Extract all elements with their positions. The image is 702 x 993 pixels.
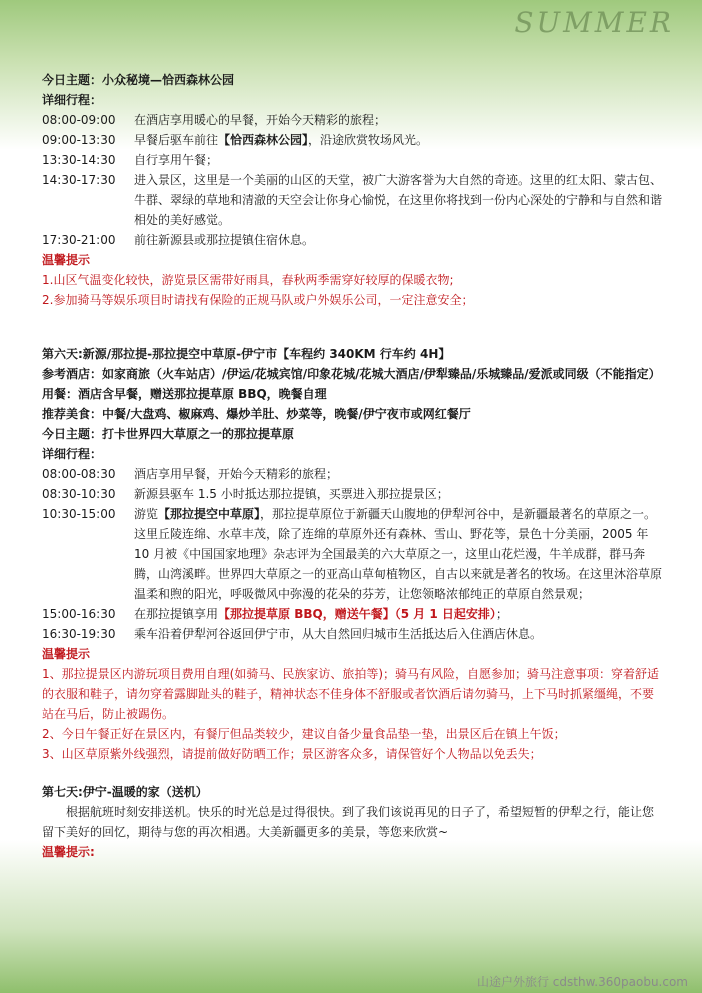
schedule-row [42,230,664,250]
schedule-text-part: ； [495,607,508,621]
schedule-row [42,130,664,150]
spacer [42,310,664,344]
day7-text: 根据航班时刻安排送机。快乐的时光总是过得很快。到了我们该说再见的日子了，希望短暂的伊犁之行，能让您留下美好的回忆，期待与您的再次相遇。大美新疆更多的美景，等您来欣赏~ [42,805,655,839]
schedule-text [134,504,664,604]
schedule-time: 08:30-10:30 [42,487,116,501]
day5-detail-label: 详细行程： [42,93,103,107]
spacer [42,764,664,782]
schedule-text: 在酒店享用暖心的早餐，开始今天精彩的旅程； [134,113,387,127]
schedule-time: 09:00-13:30 [42,133,116,147]
schedule-time: 16:30-19:30 [42,627,116,641]
itinerary-content [42,70,664,862]
schedule-text-part: 在那拉提镇享用 [134,607,219,621]
schedule-time: 10:30-15:00 [42,507,116,521]
day7-title: 第七天:伊宁-温暖的家（送机） [42,785,208,799]
schedule-text: 进入景区，这里是一个美丽的山区的天堂，被广大游客誉为大自然的奇迹。这里的红太阳、蒙古包、牛群、翠绿的草地和清澈的天空会让你身心愉悦，在这里你将找到一份内心深处的宁静和与自然和谐相处的美好感觉。 [134,173,663,227]
schedule-time: 14:30-17:30 [42,173,116,187]
schedule-row [42,150,664,170]
day5-tips-label: 温馨提示 [42,253,91,267]
schedule-row [42,624,664,644]
tip-item: 1.山区气温变化较快，游览景区需带好雨具，春秋两季需穿好较厚的保暖衣物; [42,273,454,287]
schedule-time: 08:00-08:30 [42,467,116,481]
schedule-text [134,604,664,624]
day6-title: 第六天:新源/那拉提-那拉提空中草原-伊宁市【车程约 340KM 行车约 4H】 [42,347,451,361]
day6-hotel: 参考酒店：如家商旅（火车站店）/伊运/花城宾馆/印象花城/花城大酒店/伊犁臻品/乐城臻品/爱派或同级（不能指定） [42,367,661,381]
schedule-time: 13:30-14:30 [42,153,116,167]
schedule-text: 酒店享用早餐，开始今天精彩的旅程； [134,467,339,481]
day5-theme: 今日主题：小众秘境—恰西森林公园 [42,73,235,87]
day6-meal: 用餐：酒店含早餐，赠送那拉提草原 BBQ，晚餐自理 [42,387,327,401]
day6-food: 推荐美食：中餐/大盘鸡、椒麻鸡、爆炒羊肚、炒菜等，晚餐/伊宁夜市或网红餐厅 [42,407,471,421]
tip-item: 3、山区草原紫外线强烈，请提前做好防晒工作；景区游客众多，请保管好个人物品以免丢失； [42,747,542,761]
tip-item: 2、今日午餐正好在景区内，有餐厅但品类较少，建议自备少量食品垫一垫，出景区后在镇上午饭； [42,727,566,741]
schedule-text: 乘车沿着伊犁河谷返回伊宁市，从大自然回归城市生活抵达后入住酒店休息。 [134,627,543,641]
schedule-row [42,110,664,130]
schedule-time: 17:30-21:00 [42,233,116,247]
schedule-text: 自行享用午餐； [134,153,219,167]
schedule-text: 新源县驱车 1.5 小时抵达那拉提镇，买票进入那拉提景区； [134,487,449,501]
day6-tips-label: 温馨提示 [42,647,91,661]
schedule-text: 前往新源县或那拉提镇住宿休息。 [134,233,315,247]
schedule-row [42,464,664,484]
schedule-row [42,504,664,604]
schedule-text-part: ，那拉提草原位于新疆天山腹地的伊犁河谷中，是新疆最著名的草原之一。这里丘陵连绵、水草丰茂，除了连绵的草原外还有森林、雪山、野花等，景色十分美丽，2005 年 10 月被《中国国家地理》杂志评为全国最美的六大草原之一，这里山花烂漫，牛羊成群，群马奔腾，山湾溪畔。世界四大草原之一的亚高山草甸植物区，自古以来就是著名的牧场。在这里沐浴草原温柔和煦的阳光，呼吸微风中弥漫的花朵的芬芳，让您领略浓郁纯正的草原自然景观； [134,507,663,601]
highlight-bbq: 【那拉提草原 BBQ，赠送午餐】（5 月 1 日起安排） [218,607,496,621]
summer-watermark: SUMMER [514,6,674,39]
tip-item: 1、那拉提景区内游玩项目费用自理(如骑马、民族家访、旅拍等)；骑马有风险，自愿参加；骑马注意事项：穿着舒适的衣服和鞋子，请勿穿着露脚趾头的鞋子，精神状态不佳身体不舒服或者饮酒后请勿骑马，上下马时抓紧缰绳，不要站在马后，防止被踢伤。 [42,667,660,721]
schedule-text [134,130,664,150]
day6-detail-label: 详细行程： [42,447,103,461]
highlight-place: 【那拉提空中草原】 [158,507,261,521]
schedule-row [42,604,664,624]
highlight-place: 【恰西森林公园】 [218,133,309,147]
schedule-text-part: 早餐后驱车前往 [134,133,219,147]
schedule-text-part: 游览 [134,507,159,521]
schedule-text-part: ，沿途欣赏牧场风光。 [308,133,429,147]
schedule-time: 08:00-09:00 [42,113,116,127]
tip-item: 2.参加骑马等娱乐项目时请找有保险的正规马队或户外娱乐公司，一定注意安全； [42,293,474,307]
footer-source: 山途户外旅行 cdsthw.360paobu.com [476,975,688,989]
schedule-time: 15:00-16:30 [42,607,116,621]
day7-tips-label: 温馨提示: [42,845,95,859]
schedule-row [42,170,664,230]
schedule-row [42,484,664,504]
day6-theme: 今日主题：打卡世界四大草原之一的那拉提草原 [42,427,295,441]
